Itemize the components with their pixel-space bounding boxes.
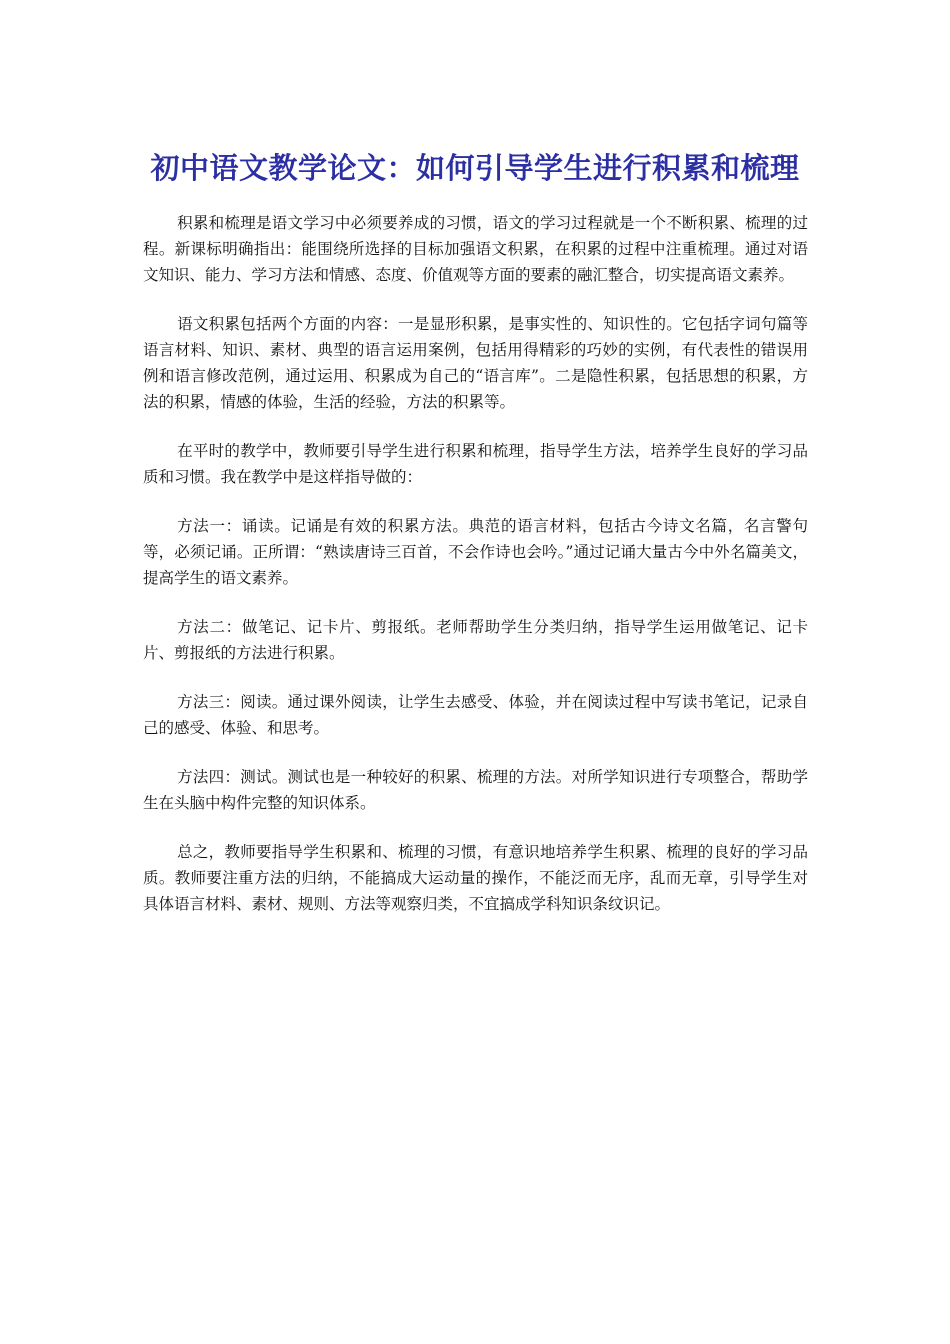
document-body bbox=[143, 210, 808, 940]
paragraph-intro: 积累和梳理是语文学习中必须要养成的习惯，语文的学习过程就是一个不断积累、梳理的过程。新课标明确指出：能围绕所选择的目标加强语文积累，在积累的过程中注重梳理。通过对语文知识、能力、学习方法和情感、态度、价值观等方面的要素的融汇整合，切实提高语文素养。 bbox=[143, 214, 808, 284]
paragraph-method-three: 方法三：阅读。通过课外阅读，让学生去感受、体验，并在阅读过程中写读书笔记，记录自己的感受、体验、和思考。 bbox=[143, 693, 808, 737]
document-title: 初中语文教学论文：如何引导学生进行积累和梳理 bbox=[150, 151, 800, 185]
paragraph-teaching-guidance: 在平时的教学中，教师要引导学生进行积累和梳理，指导学生方法，培养学生良好的学习品质和习惯。我在教学中是这样指导做的： bbox=[143, 442, 808, 486]
paragraph-method-two: 方法二：做笔记、记卡片、剪报纸。老师帮助学生分类归纳，指导学生运用做笔记、记卡片、剪报纸的方法进行积累。 bbox=[143, 618, 808, 662]
paragraph-accumulation-types: 语文积累包括两个方面的内容：一是显形积累，是事实性的、知识性的。它包括字词句篇等语言材料、知识、素材、典型的语言运用案例，包括用得精彩的巧妙的实例，有代表性的错误用例和语言修改范例，通过运用、积累成为自己的“语言库”。二是隐性积累，包括思想的积累，方法的积累，情感的体验，生活的经验，方法的积累等。 bbox=[143, 315, 808, 411]
paragraph-method-four: 方法四：测试。测试也是一种较好的积累、梳理的方法。对所学知识进行专项整合，帮助学生在头脑中构件完整的知识体系。 bbox=[143, 768, 808, 812]
paragraph-conclusion: 总之，教师要指导学生积累和、梳理的习惯，有意识地培养学生积累、梳理的良好的学习品质。教师要注重方法的归纳，不能搞成大运动量的操作，不能泛而无序，乱而无章，引导学生对具体语言材料、素材、规则、方法等观察归类，不宜搞成学科知识条纹识记。 bbox=[143, 843, 808, 913]
paragraph-method-one: 方法一：诵读。记诵是有效的积累方法。典范的语言材料，包括古今诗文名篇，名言警句等，必须记诵。正所谓：“熟读唐诗三百首，不会作诗也会吟。”通过记诵大量古今中外名篇美文，提高学生的语文素养。 bbox=[143, 517, 808, 587]
